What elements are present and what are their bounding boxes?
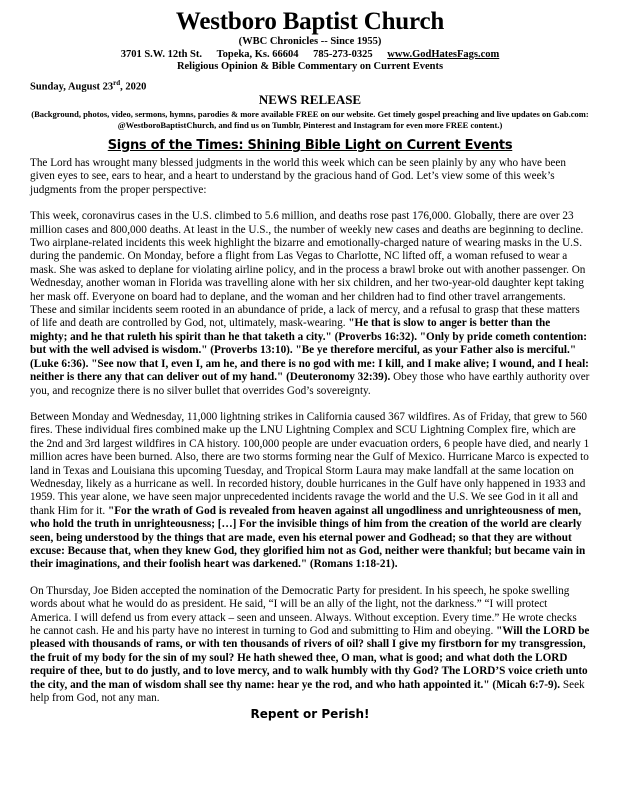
street-address: 3701 S.W. 12th St. <box>120 48 203 60</box>
scripture-quote: "For the wrath of God is revealed from heaven against all ungodliness and unrighteousness of men, who hold the truth in unrighteousness; […] For the invisible things of him from the creation of the world are clearly seen, being understood by the things that are made, even his eternal power and Godhead; so that they are without excuse: Because that, when they knew God, they glorified him not as God, neither were thankful; but became vain in their imaginations, and their foolish heart was darkened." (Romans 1:18-21). <box>30 504 586 571</box>
article-body <box>30 157 590 705</box>
city-address: Topeka, Ks. 66604 <box>216 48 299 60</box>
chronicles-subtitle: (WBC Chronicles -- Since 1955) <box>238 36 382 47</box>
content-notice: (Background, photos, video, sermons, hymns, parodies & more available FREE on our website. Get timely gospel preaching and live updates on Gab.com: @WestboroBaptistChurch, and find us on Tumblr, Pinterest and Instagram for even more FREE content.) <box>31 109 589 130</box>
footer-slogan: Repent or Perish! <box>250 707 370 722</box>
paragraph-coronavirus: This week, coronavirus cases in the U.S. climbed to 5.6 million, and deaths rose past 176,000. Globally, there are over 23 million cases and 800,000 deaths. At least in the U.S., the number of weekly new cases and deaths are beginning to decline. Two airplane-related incidents this week highlight the bizarre and emotionally-charged nature of wearing masks in the U.S. during the pandemic. On Monday, before a flight from Las Vegas to Charlotte, NC lifted off, a woman refused to wear a mask. She was asked to deplane for violating airline policy, and in the process a brawl broke out with another passenger. On Wednesday, another woman in Florida was travelling alone with her six children, and her two-year-old daughter kept taking her mask off. Everyone on board had to deplane, and the woman and her children had to find other travel arrangements. These and similar incidents seem rooted in an abundance of pride, a lack of mercy, and a refusal to grasp that these matters of life and death are controlled by God, not, ultimately, mask-wearing. "He that is slow to anger is better than the mighty; and he that ruleth his spirit than he that taketh a city." (Proverbs 16:32). "Only by pride cometh contention: but with the well advised is wisdom." (Proverbs 13:10). "Be ye therefore merciful, as your Father also is merciful." (Luke 6:36). "See now that I, even I, am he, and there is no god with me: I kill, and I make alive; I wound, and I heal: neither is there any that can deliver out of my hand." (Deuteronomy 32:39). Obey those who have earthly authority over you, and recognize there is no silver bullet that overrides God’s sovereignty. <box>30 210 590 397</box>
release-date: Sunday, August 23rd, 2020 <box>30 78 147 92</box>
article-heading: Signs of the Times: Shining Bible Light on Current Events <box>107 138 513 153</box>
page-title: Westboro Baptist Church <box>175 8 445 35</box>
tagline: Religious Opinion & Bible Commentary on Current Events <box>176 61 444 72</box>
scripture-quote: "Will the LORD be pleased with thousands of rams, or with ten thousands of rivers of oil? shall I give my firstborn for my transgression, the fruit of my body for the sin of my soul? He hath shewed thee, O man, what is good; and what doth the LORD require of thee, but to do justly, and to love mercy, and to walk humbly with thy God? The LORD’S voice crieth unto the city, and the man of wisdom shall see thy name: hear ye the rod, and who hath appointed it." (Micah 6:7-9). <box>30 625 590 691</box>
scripture-quote: "He that is slow to anger is better than the mighty; and he that ruleth his spirit than he that taketh a city." (Proverbs 16:32). "Only by pride cometh contention: but with the well advised is wisdom." (Proverbs 13:10). "Be ye therefore merciful, as your Father also is merciful." (Luke 6:36). "See now that I, even I, am he, and there is no god with me: I kill, and I make alive; I wound, and I heal: neither is there any that can deliver out of my hand." (Deuteronomy 32:39). <box>30 317 589 384</box>
website-link[interactable]: www.GodHatesFags.com <box>387 48 500 60</box>
news-release-label: NEWS RELEASE <box>258 92 362 107</box>
paragraph-intro: The Lord has wrought many blessed judgments in the world this week which can be seen plainly by any who have been given eyes to see, ears to hear, and a heart to understand by the gracious hand of God. Let’s view some of this week’s judgments from the proper perspective: <box>30 157 566 196</box>
contact-line <box>30 49 590 62</box>
phone-number: 785-273-0325 <box>313 48 373 60</box>
paragraph-wildfires: Between Monday and Wednesday, 11,000 lightning strikes in California caused 367 wildfires. As of Friday, that grew to 560 fires. These individual fires combined make up the LNU Lightning Complex and SCU Lightning Complex fire, which are the 2nd and 3rd largest wildfires in CA history. 100,000 people are under evacuation orders, 6 people have died, and nearly 1 million acres have been burned. Also, there are two storms forming near the Gulf of Mexico. Hurricane Marco is expected to land in Texas and Louisiana this upcoming Tuesday, and Tropical Storm Laura may make landfall at the same location on Wednesday, likely as a hurricane as well. In recorded history, double hurricanes in the Gulf have only happened in 1933 and 1959. This year alone, we have seen major unprecedented incidents ravage the world and the U.S. We see God in it all and thank Him for it. "For the wrath of God is revealed from heaven against all ungodliness and unrighteousness of men, who hold the truth in unrighteousness; […] For the invisible things of him from the creation of the world are clearly seen, being understood by the things that are made, even his eternal power and Godhead; so that they are without excuse: Because that, when they knew God, they glorified him not as God, neither were thankful; but became vain in their imaginations, and their foolish heart was darkened." (Romans 1:18-21). <box>30 410 590 571</box>
paragraph-biden: On Thursday, Joe Biden accepted the nomination of the Democratic Party for president. In his speech, he spoke swelling words about what he would do as president. He said, “I will be an ally of the light, not the darkness.” “I will protect America. I will defend us from every attack – seen and unseen. Always. Without exception. Every time.” He wrote checks he cannot cash. He and his party have no interest in turning to God and submitting to Him and obeying. "Will the LORD be pleased with thousands of rams, or with ten thousands of rivers of oil? shall I give my firstborn for my transgression, the fruit of my body for the sin of my soul? He hath shewed thee, O man, what is good; and what doth the LORD require of thee, but to do justly, and to love mercy, and to walk humbly with thy God? The LORD’S voice crieth unto the city, and the man of wisdom shall see thy name: hear ye the rod, and who hath appointed it." (Micah 6:7-9). Seek help from God, not any man. <box>30 584 590 705</box>
